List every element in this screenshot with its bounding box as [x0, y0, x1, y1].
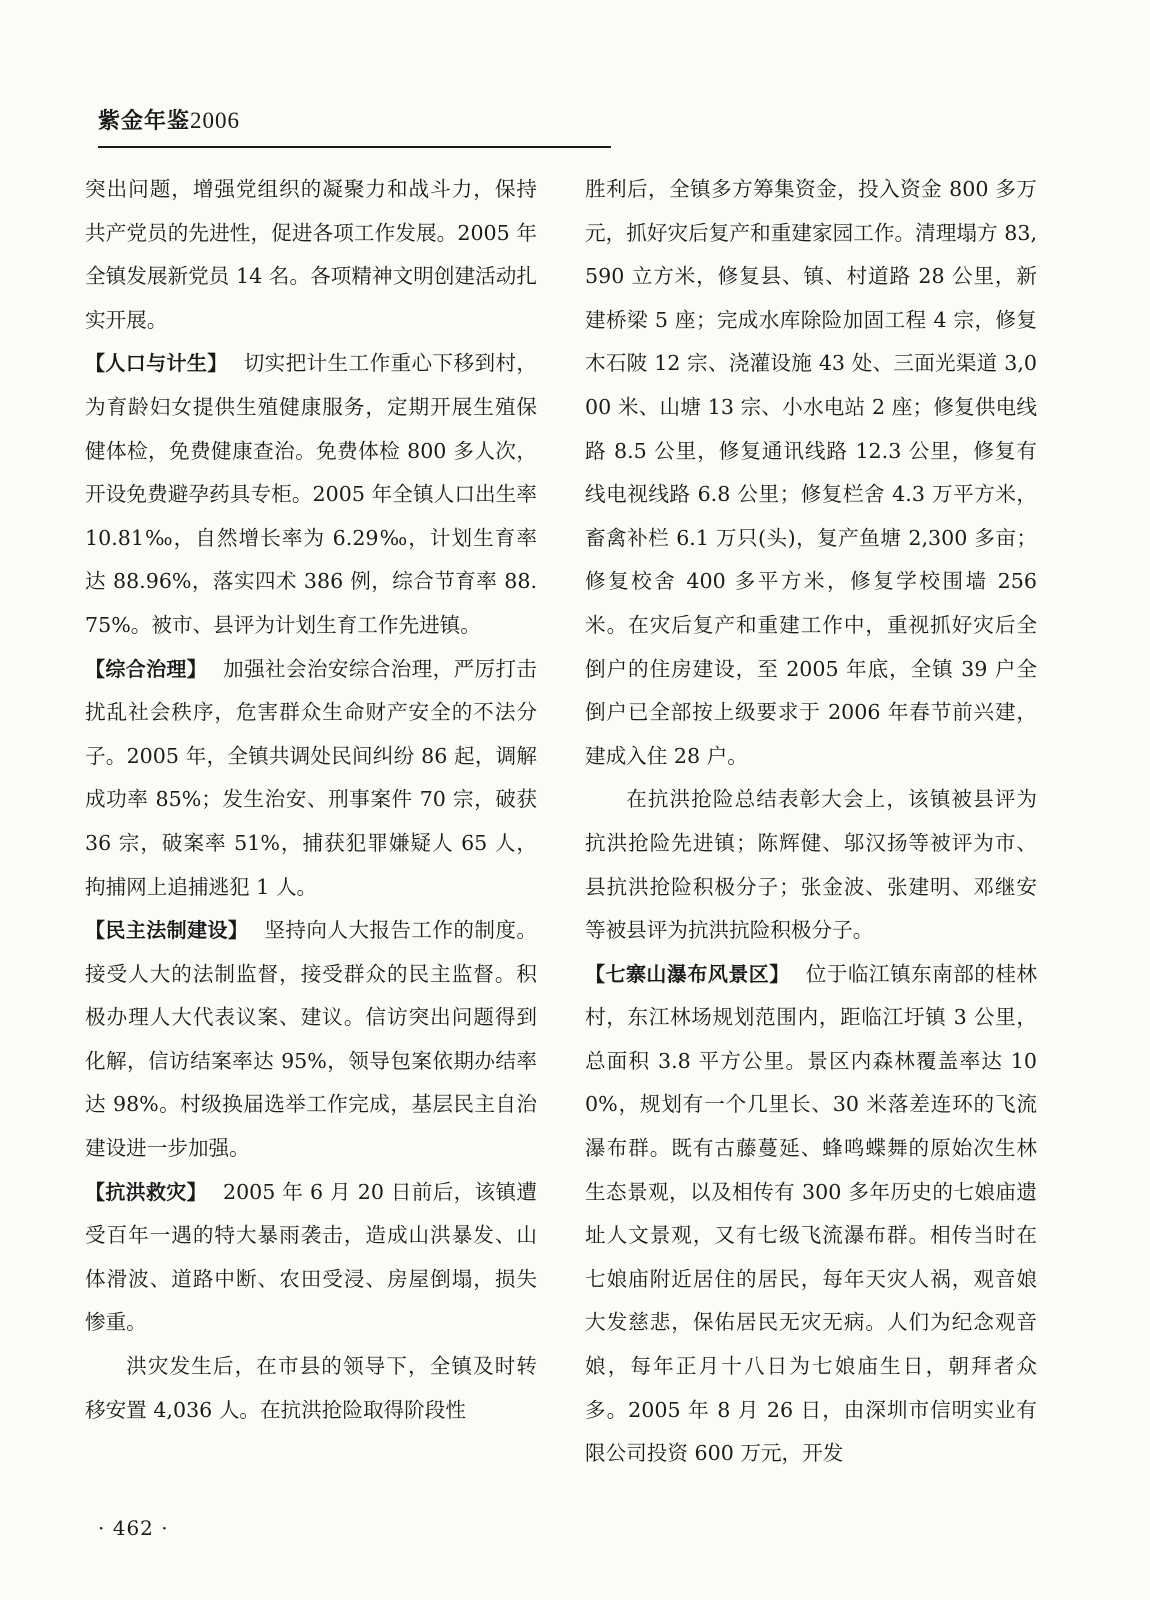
- section-heading: 【抗洪救灾】: [85, 1179, 207, 1204]
- paragraph: [585, 953, 1037, 1476]
- section-heading: 【人口与计生】: [85, 351, 228, 376]
- paragraph: [585, 168, 1037, 778]
- paragraph-text: 坚持向人大报告工作的制度。接受人大的法制监督，接受群众的民主监督。积极办理人大代表议案、建议。信访突出问题得到化解，信访结案率达 95%，领导包案依期办结率达 98%。村级换届选举工作完成，基层民主自治建设进一步加强。: [85, 918, 537, 1161]
- header-rule: [98, 146, 611, 148]
- paragraph: [85, 909, 537, 1171]
- paragraph: [85, 648, 537, 910]
- paragraph-text: 2005 年 6 月 20 日前后，该镇遭受百年一遇的特大暴雨袭击，造成山洪暴发、山体滑波、道路中断、农田受浸、房屋倒塌，损失惨重。: [85, 1179, 538, 1335]
- left-column: [85, 168, 537, 1432]
- header-year: 2006: [190, 108, 241, 133]
- section-heading: 【综合治理】: [85, 656, 208, 681]
- paragraph: [85, 168, 537, 342]
- paragraph-text: 胜利后，全镇多方筹集资金，投入资金 800 多万元，抓好灾后复产和重建家园工作。清理塌方 83,590 立方米，修复县、镇、村道路 28 公里，新建桥梁 5 座；完成水库除险加固工程 4 宗，修复木石陂 12 宗、浇灌设施 43 处、三面光渠道 3,000 米、山塘 13 宗、小水电站 2 座；修复供电线路 8.5 公里，修复通讯线路 12.3 公里，修复有线电视线路 6.8 公里；修复栏舍 4.3 万平方米，畜禽补栏 6.1 万只(头)，复产鱼塘 2,300 多亩；修复校舍 400 多平方米，修复学校围墙 256 米。在灾后复产和重建工作中，重视抓好灾后全倒户的住房建设，至 2005 年底，全镇 39 户全倒户已全部按上级要求于 2006 年春节前兴建，建成入住 28 户。: [585, 177, 1037, 768]
- paragraph: [85, 342, 537, 647]
- running-header: [98, 104, 240, 135]
- section-heading: 【民主法制建设】: [85, 918, 249, 943]
- paragraph: [85, 1171, 537, 1345]
- header-title: 紫金年鉴: [98, 109, 191, 134]
- paragraph-text: 加强社会治安综合治理，严厉打击扰乱社会秩序，危害群众生命财产安全的不法分子。2005 年，全镇共调处民间纠纷 86 起，调解成功率 85%；发生治安、刑事案件 70 宗，破获 36 宗，破案率 51%，捕获犯罪嫌疑人 65 人，拘捕网上追捕逃犯 1 人。: [85, 656, 538, 899]
- paragraph-text: 突出问题，增强党组织的凝聚力和战斗力，保持共产党员的先进性，促进各项工作发展。2005 年全镇发展新党员 14 名。各项精神文明创建活动扎实开展。: [85, 177, 537, 332]
- paragraph-text: 洪灾发生后，在市县的领导下，全镇及时转移安置 4,036 人。在抗洪抢险取得阶段性: [85, 1354, 537, 1422]
- right-column: [585, 168, 1037, 1476]
- paragraph: [585, 778, 1037, 952]
- paragraph-text: 位于临江镇东南部的桂林村，东江林场规划范围内，距临江圩镇 3 公里，总面积 3.8 平方公里。景区内森林覆盖率达 100%，规划有一个几里长、30 米落差连环的飞流瀑布群。既有古藤蔓延、蜂鸣蝶舞的原始次生林生态景观，以及相传有 300 多年历史的七娘庙遗址人文景观，又有七级飞流瀑布群。相传当时在七娘庙附近居住的居民，每年天灾人祸，观音娘大发慈悲，保佑居民无灾无病。人们为纪念观音娘，每年正月十八日为七娘庙生日，朝拜者众多。2005 年 8 月 26 日，由深圳市信明实业有限公司投资 600 万元，开发: [585, 961, 1037, 1466]
- page-number: · 462 ·: [98, 1516, 169, 1540]
- paragraph-text: 切实把计生工作重心下移到村，为育龄妇女提供生殖健康服务，定期开展生殖保健体检，免费健康查治。免费体检 800 多人次，开设免费避孕药具专柜。2005 年全镇人口出生率 10.81‰，自然增长率为 6.29‰，计划生育率达 88.96%，落实四术 386 例，综合节育率 88.75%。被市、县评为计划生育工作先进镇。: [85, 351, 538, 637]
- paragraph-text: 在抗洪抢险总结表彰大会上，该镇被县评为抗洪抢险先进镇；陈辉健、邬汉扬等被评为市、县抗洪抢险积极分子；张金波、张建明、邓继安等被县评为抗洪抗险积极分子。: [585, 787, 1037, 943]
- section-heading: 【七寨山瀑布风景区】: [585, 961, 790, 986]
- paragraph: [85, 1345, 537, 1432]
